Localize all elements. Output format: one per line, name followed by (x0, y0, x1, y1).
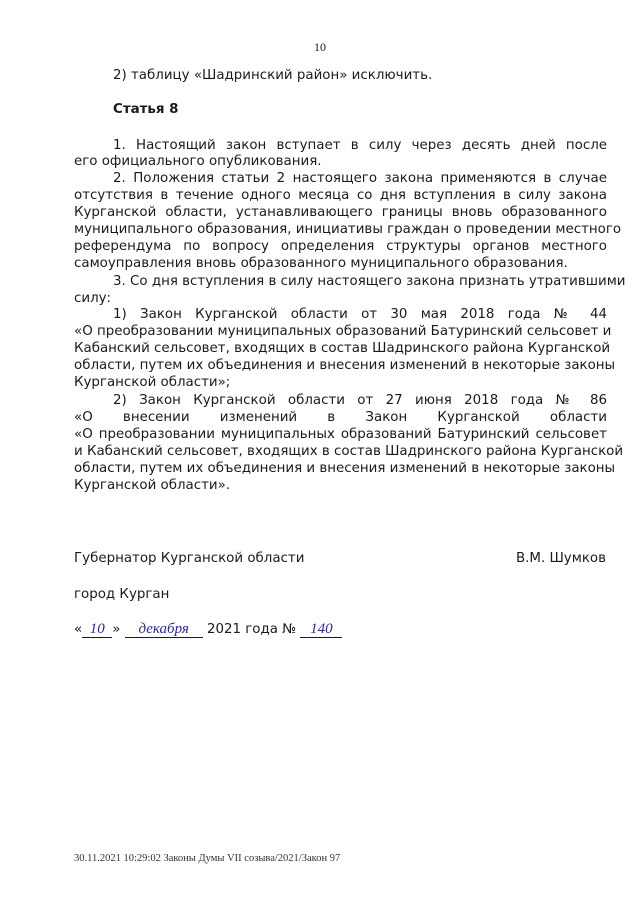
article-p1-line-1: 1. Настоящий закон вступает в силу через десять дней после (113, 138, 607, 153)
article-p2-line-6: самоуправления вновь образованного муниципального образования. (74, 256, 568, 271)
article-heading: Статья 8 (113, 102, 179, 117)
article-p2-line-1: 2. Положения статьи 2 настоящего закона применяются в случае (113, 171, 607, 186)
law2-line-5: области, путем их объединения и внесения изменений в некоторые законы (74, 461, 616, 476)
article-p2-line-4: муниципального образования, инициативы граждан о проведении местного (74, 222, 622, 237)
law2-line-1: 2) Закон Курганской области от 27 июня 2018 года № 86 (113, 393, 607, 408)
law1-line-2: «О преобразовании муниципальных образований Батуринский сельсовет и (74, 324, 612, 339)
date-open-quote: « (74, 622, 83, 637)
law-number-field (300, 621, 342, 638)
law2-line-4: и Кабанский сельсовет, входящих в состав Шадринского района Курганской (74, 444, 624, 459)
article-p3-line-1: 3. Со дня вступления в силу настоящего закона признать утратившими (113, 274, 626, 289)
article-p1-line-2: его официального опубликования. (74, 154, 322, 169)
law2-line-6: Курганской области». (74, 478, 231, 493)
table-removal-item: 2) таблицу «Шадринский район» исключить. (113, 68, 433, 83)
law2-line-2: «О внесении изменений в Закон Курганской области (74, 410, 607, 425)
article-p2-line-5: референдума по вопросу определения структуры органов местного (74, 239, 607, 254)
footer-stamp: 30.11.2021 10:29:02 Законы Думы VII созыва/2021/Закон 97 (74, 853, 341, 864)
date-number-line (74, 621, 342, 638)
date-close-quote: » (112, 622, 121, 637)
date-month-field (125, 621, 203, 638)
law-number-handwritten: 140 (310, 621, 333, 637)
article-p2-line-3: Курганской области, устанавливающего границы вновь образованного (74, 205, 607, 220)
date-day-handwritten: 10 (89, 621, 105, 637)
law2-line-3: «О преобразовании муниципальных образований Батуринский сельсовет (74, 427, 607, 442)
article-p2-line-2: отсутствия в течение одного месяца со дня вступления в силу закона (74, 188, 607, 203)
law1-line-5: Курганской области»; (74, 375, 231, 390)
date-month-handwritten: декабря (138, 621, 189, 637)
law1-line-1: 1) Закон Курганской области от 30 мая 2018 года № 44 (113, 307, 607, 322)
date-day-field (82, 621, 112, 638)
page-number: 10 (314, 40, 326, 54)
date-year-text: 2021 года № (206, 622, 297, 637)
law1-line-4: области, путем их объединения и внесения изменений в некоторые законы (74, 358, 616, 373)
city: город Курган (74, 587, 170, 602)
signatory-title: Губернатор Курганской области (74, 551, 305, 566)
article-p3-line-2: силу: (74, 291, 112, 306)
law1-line-3: Кабанский сельсовет, входящих в состав Шадринского района Курганской (74, 341, 611, 356)
signatory-name: В.М. Шумков (515, 551, 606, 566)
